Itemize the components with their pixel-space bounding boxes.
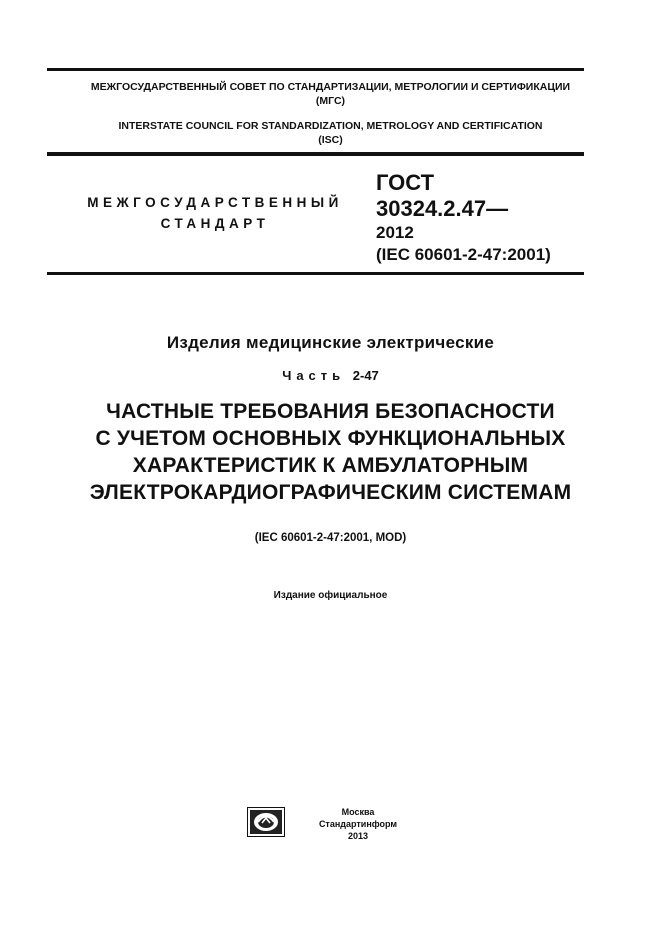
standard-type-line2: СТАНДАРТ [160,216,270,231]
council-ru-line1: МЕЖГОСУДАРСТВЕННЫЙ СОВЕТ ПО СТАНДАРТИЗАЦИИ, МЕТРОЛОГИИ И СЕРТИФИКАЦИИ [90,81,571,93]
publisher [313,806,403,842]
standard-type [70,192,360,234]
standard-type-line1: МЕЖГОСУДАРСТВЕННЫЙ [87,195,343,210]
council-ru [0,80,661,108]
iec-mod-reference: (IEC 60601-2-47:2001, MOD) [254,532,407,544]
edition-label: Издание официальное [273,590,388,601]
document-subtitle: Изделия медицинские электрические [166,333,495,352]
main-title [0,398,661,506]
publisher-city: Москва [341,807,375,817]
main-title-line3: ХАРАКТЕРИСТИК К АМБУЛАТОРНЫМ [132,454,529,477]
council-en [0,119,661,147]
main-title-line4: ЭЛЕКТРОКАРДИОГРАФИЧЕСКИМ СИСТЕМАМ [89,481,572,504]
council-en-line1: INTERSTATE COUNCIL FOR STANDARDIZATION, METROLOGY AND CERTIFICATION [118,120,543,132]
part-line [0,368,661,383]
header-rule [47,152,584,156]
designation-rule [47,272,584,275]
gost-iec-ref: (IEC 60601-2-47:2001) [376,245,551,264]
publisher-name: Стандартинформ [318,819,398,829]
gost-designation [376,170,551,266]
council-en-line2: (ISC) [318,134,343,146]
gost-number: 30324.2.47— [376,196,509,221]
standartinform-logo-icon [247,807,285,837]
council-ru-line2: (МГС) [315,95,346,107]
publisher-year: 2013 [347,831,369,841]
gost-label: ГОСТ [376,170,435,195]
top-rule [47,68,584,71]
gost-year: 2012 [376,223,414,242]
main-title-line1: ЧАСТНЫЕ ТРЕБОВАНИЯ БЕЗОПАСНОСТИ [106,400,555,423]
main-title-line2: С УЧЕТОМ ОСНОВНЫХ ФУНКЦИОНАЛЬНЫХ [95,427,566,450]
part-number: 2-47 [352,368,379,383]
part-word: Часть [282,368,346,383]
